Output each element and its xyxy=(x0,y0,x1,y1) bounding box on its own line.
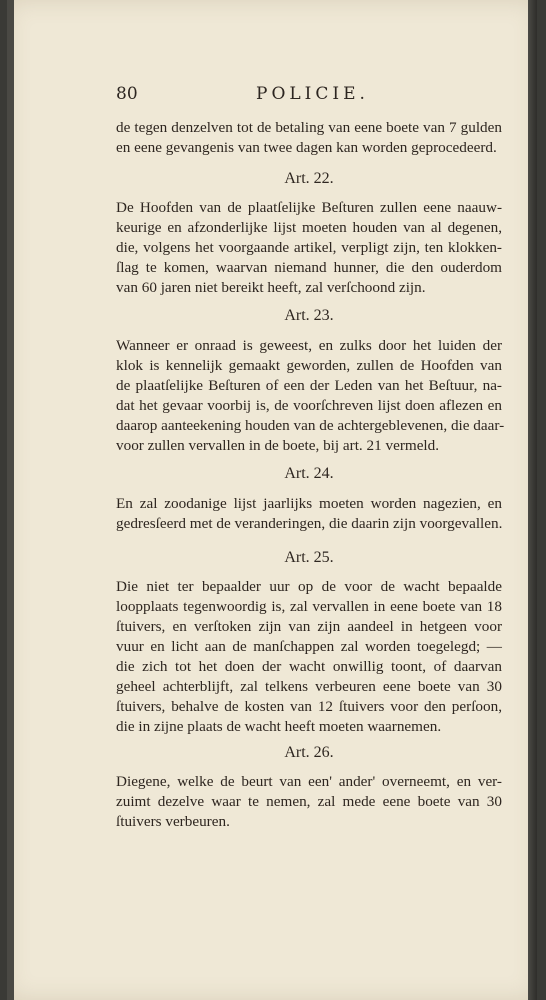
text-line: vuur en licht aan de manſchappen zal worden toegelegd; — xyxy=(116,638,502,655)
article-24-body xyxy=(116,494,502,534)
text-line: ſlag te komen, waarvan niemand hunner, die den ouderdom xyxy=(116,259,502,276)
page-number: 80 xyxy=(116,84,138,104)
text-line: keurige en afzonderlijke lijst moeten houden van al degenen, xyxy=(116,219,502,236)
text-line: ſtuivers, en verſtoken zijn van zijn aandeel in hetgeen voor xyxy=(116,618,502,635)
page-header xyxy=(116,84,496,106)
text-line: dat het gevaar voorbij is, de voorſchreven lijst doen aflezen en xyxy=(116,397,502,414)
page-right-edge xyxy=(528,0,537,1000)
paragraph-continuation xyxy=(116,118,502,158)
article-heading: Art. 23. xyxy=(284,307,334,324)
article-22-body xyxy=(116,198,502,298)
text-line: geheel achterblijft, zal telkens verbeuren eene boete van 30 xyxy=(116,678,502,695)
running-title: POLICIE. xyxy=(256,84,369,104)
text-line: voor zullen vervallen in de boete, bij art. 21 vermeld. xyxy=(116,437,440,454)
text-line: die zich tot het doen der wacht onwillig toont, of daarvan xyxy=(116,658,502,675)
article-heading: Art. 25. xyxy=(284,549,334,566)
text-line: zuimt dezelve waar te nemen, zal mede eene boete van 30 xyxy=(116,793,502,810)
text-line: daarop aanteekening houden van de achtergeblevenen, die daar- xyxy=(116,417,505,434)
article-heading: Art. 22. xyxy=(284,170,334,187)
text-line: de plaatſelijke Beſturen of een der Leden van het Beſtuur, na- xyxy=(116,377,502,394)
article-heading: Art. 24. xyxy=(284,465,334,482)
text-line: Die niet ter bepaalder uur op de voor de wacht bepaalde xyxy=(116,578,502,595)
text-line: klok is kennelijk gemaakt geworden, zullen de Hoofden van xyxy=(116,357,502,374)
text-line: de tegen denzelven tot de betaling van eene boete van 7 gulden xyxy=(116,119,502,136)
text-line: gedresſeerd met de veranderingen, die daarin zijn voorgevallen. xyxy=(116,515,503,532)
text-line: De Hoofden van de plaatſelijke Beſturen zullen eene naauw- xyxy=(116,199,502,216)
text-line: en eene gevangenis van twee dagen kan worden geprocedeerd. xyxy=(116,139,497,156)
text-line: ſtuivers, behalve de kosten van 12 ſtuivers voor den perſoon, xyxy=(116,698,502,715)
page-left-edge xyxy=(7,0,14,1000)
article-23-body xyxy=(116,336,505,456)
text-line: die, volgens het voorgaande artikel, verpligt zijn, ten klokken- xyxy=(116,239,502,256)
text-line: die in zijne plaats de wacht heeft moeten waarnemen. xyxy=(116,718,442,735)
text-line: loopplaats tegenwoordig is, zal vervallen in eene boete van 18 xyxy=(116,598,502,615)
article-heading: Art. 26. xyxy=(284,744,334,761)
text-line: van 60 jaren niet bereikt heeft, zal verſchoond zijn. xyxy=(116,279,426,296)
text-line: ſtuivers verbeuren. xyxy=(116,813,230,830)
text-line: Diegene, welke de beurt van een' ander' overneemt, en ver- xyxy=(116,773,502,790)
article-25-body xyxy=(116,577,502,737)
article-26-body xyxy=(116,772,502,832)
text-line: En zal zoodanige lijst jaarlijks moeten worden nagezien, en xyxy=(116,495,502,512)
text-line: Wanneer er onraad is geweest, en zulks door het luiden der xyxy=(116,337,502,354)
